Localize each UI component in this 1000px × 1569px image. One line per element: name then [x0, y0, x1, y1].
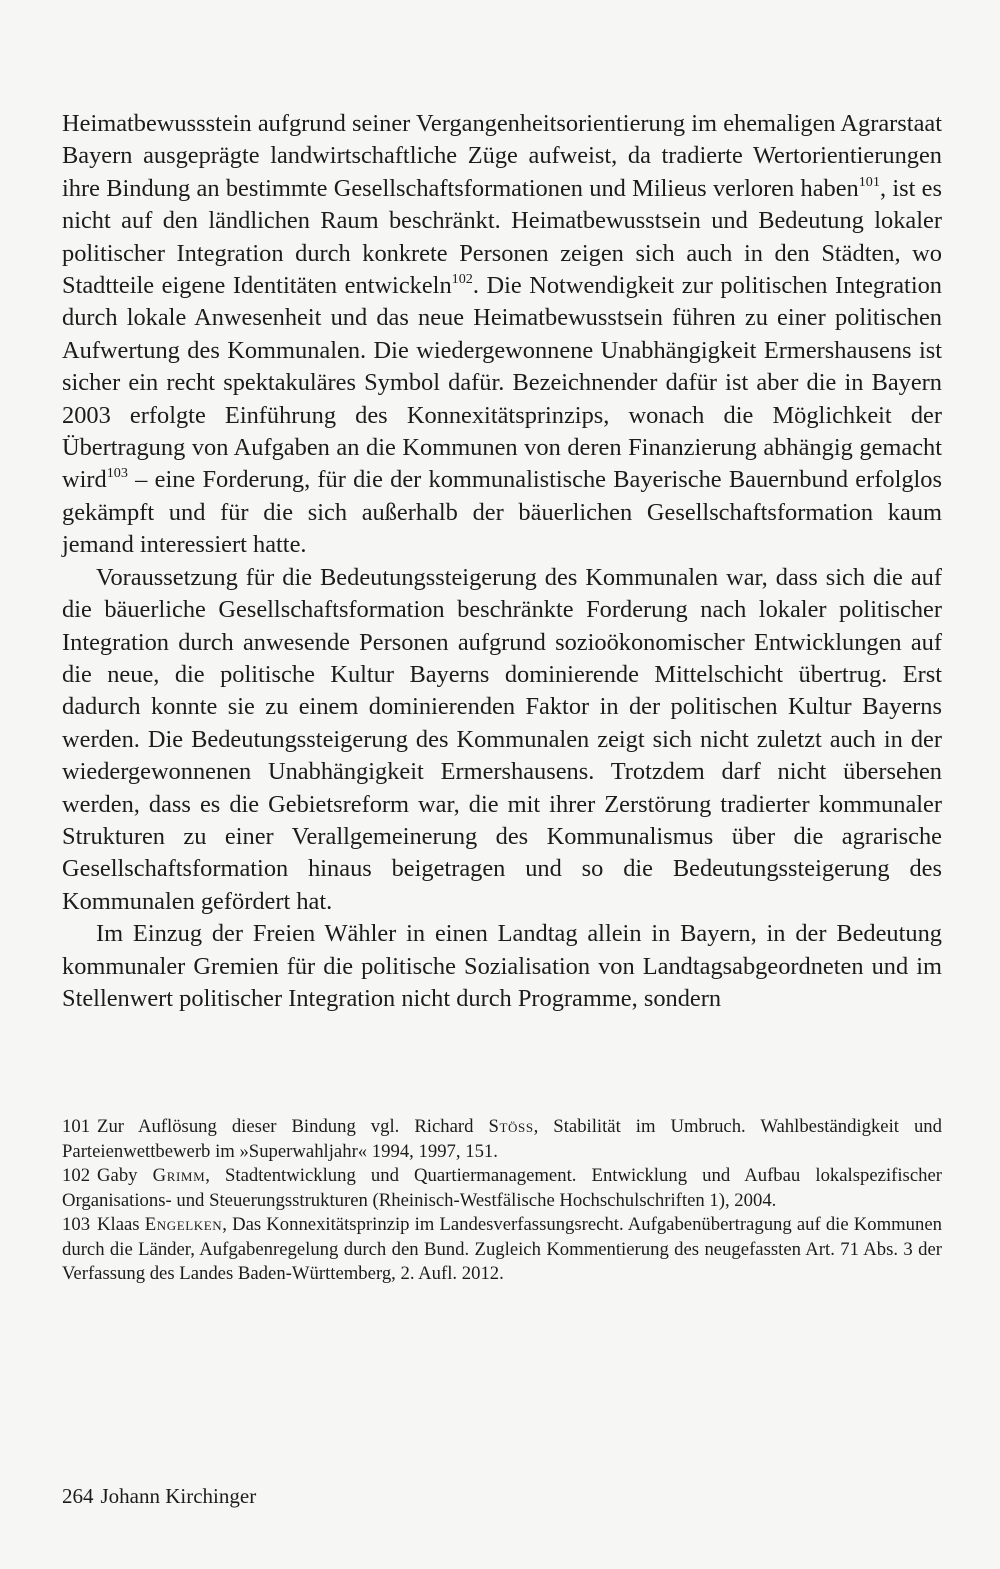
footnote-101: 101 Zur Auflösung dieser Bindung vgl. Richard Stöss, Stabilität im Umbruch. Wahlbeständigkeit und Parteienwettbewerb im »Superwahljahr« 1994, 1997, 151. — [62, 1116, 942, 1162]
footnote-number: 102 — [62, 1165, 91, 1186]
page-footer — [62, 1484, 256, 1508]
main-text — [62, 108, 942, 1015]
author-name: Grimm — [152, 1165, 206, 1186]
paragraph-1: Heimatbewussstein aufgrund seiner Vergangenheitsorientierung im ehemaligen Agrarstaat Bayern ausgeprägte landwirtschaftliche Züge aufweist, da tradierte Wertorientierungen ihre Bindung an bestimmte Gesellschaftsformationen und Milieus verloren haben$^{101}$, ist es nicht auf den ländlichen Raum beschränkt. Heimatbewusstsein und Bedeutung lokaler politischer Integration durch konkrete Personen zeigen sich auch in den Städten, wo Stadtteile eigene Identitäten entwickeln$^{102}$. Die Notwendigkeit zur politischen Integration durch lokale Anwesenheit und das neue Heimatbewusstsein führen zu einer politischen Aufwertung des Kommunalen. Die wiedergewonnene Unabhängigkeit Ermershausens ist sicher ein recht spektakuläres Symbol dafür. Bezeichnender dafür ist aber die in Bayern 2003 erfolgte Einführung des Konnexitätsprinzips, wonach die Möglichkeit der Übertragung von Aufgaben an die Kommunen von deren Finanzierung abhängig gemacht wird$^{103}$ – eine Forderung, für die der kommunalistische Bayerische Bauernbund erfolglos gekämpft und für die sich außerhalb der bäuerlichen Gesellschaftsformation kaum jemand interessiert hatte. — [62, 110, 942, 559]
author-name: Stöss — [488, 1116, 534, 1137]
footnote-ref-101[interactable]: 101 — [858, 173, 880, 190]
footnote-ref-102[interactable]: 102 — [451, 270, 473, 287]
footnote-ref-103[interactable]: 103 — [106, 465, 128, 482]
running-head: Johann Kirchinger — [100, 1484, 257, 1508]
footnotes — [62, 1115, 942, 1287]
paragraph-2: Voraussetzung für die Bedeutungssteigerung des Kommunalen war, dass sich die auf die bäuerliche Gesellschaftsformation beschränkte Forderung nach lokaler politischer Integration durch anwesende Personen aufgrund sozioökonomischer Entwicklungen auf die neue, die politische Kultur Bayerns dominierende Mittelschicht übertrug. Erst dadurch konnte sie zu einem dominierenden Faktor in der politischen Kultur Bayerns werden. Die Bedeutungssteigerung des Kommunalen zeigt sich nicht zuletzt auch in der wiedergewonnenen Unabhängigkeit Ermershausens. Trotzdem darf nicht übersehen werden, dass es die Gebietsreform war, die mit ihrer Zerstörung tradierter kommunaler Strukturen zu einer Verallgemeinerung des Kommunalismus über die agrarische Gesellschaftsformation hinaus beigetragen und so die Bedeutungssteigerung des Kommunalen gefördert hat. — [62, 563, 942, 915]
paragraph-3: Im Einzug der Freien Wähler in einen Landtag allein in Bayern, in der Bedeutung kommunaler Gremien für die politische Sozialisation von Landtagsabgeordneten und im Stellenwert politischer Integration nicht durch Programme, sondern — [62, 920, 942, 1012]
footnote-number: 101 — [62, 1116, 91, 1137]
footnote-103: 103 Klaas Engelken, Das Konnexitätsprinzip im Landesverfassungsrecht. Aufgabenübertragung auf die Kommunen durch die Länder, Aufgabenregelung durch den Bund. Zugleich Kommentierung des neugefassten Art. 71 Abs. 3 der Verfassung des Landes Baden-Württemberg, 2. Aufl. 2012. — [62, 1214, 942, 1284]
author-name: Engelken — [144, 1214, 223, 1235]
footnote-102: 102 Gaby Grimm, Stadtentwicklung und Quartiermanagement. Entwicklung und Aufbau lokalspezifischer Organisations- und Steuerungsstrukturen (Rheinisch-Westfälische Hochschulschriften 1), 2004. — [62, 1165, 942, 1211]
footnote-number: 103 — [62, 1214, 91, 1235]
page-number: 264 — [62, 1484, 94, 1508]
